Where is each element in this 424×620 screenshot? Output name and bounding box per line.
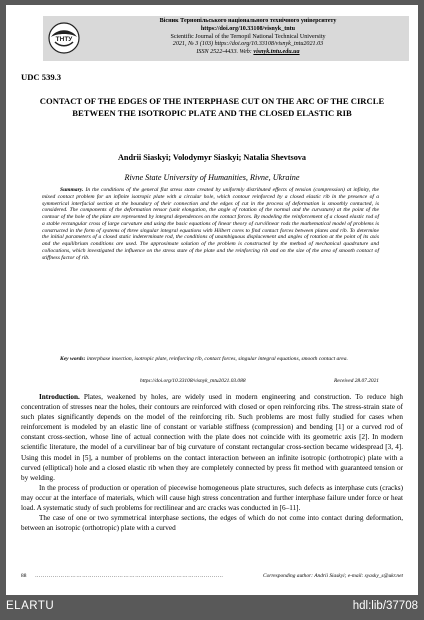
logo-text: ТНТУ <box>55 36 73 43</box>
keywords-label: Key words: <box>60 356 86 362</box>
journal-header <box>43 16 409 61</box>
abstract-text: In the conditions of the general flat stress state created by uniformly distributed effects of tension (compression) at infinity, the mixed contact problem for an infinite isotropic plate with a circular hole, which contour reinforced by a closed elastic rib in the presence of a symmetrical interfacial section at the boundary of their connection and the edges of cut in the process of deformation is smoothly contacted, is considered. The components of the deformation tensor (unit elongation, the angle of rotation of the normal and the curvature) at the point of the contour of the hole of the plate are represented by integral dependences on the contact forces. By modeling the reinforcement of a closed elastic rod of a stable rectangular cross of large curvature and using the basic equations of linear theory of curvilinear rods the mathematical model of problems is constructed in the form of systems of three singular integral equations with Hilbert cores to find contact forces between plates and rib. To determine the initial parameters of a closed static indeterminate rod, the conditions of unambiguous displacement and angles of rotation at the point of its axis and the equilibrium conditions are used. The approximate solution of the problem is constructed by the method of mechanical quadrature and collocations, which investigated the influence on the stress state of the plate and the reinforcing rib and on the size of the area of smooth contact of stiffness factor of rib. <box>42 187 380 261</box>
journal-doi-link[interactable]: https://doi.org/10.33108/visnyk_tntu <box>200 25 296 32</box>
received-date: Received 28.07.2021 <box>333 378 379 384</box>
article-page <box>6 5 418 595</box>
article-authors: Andrii Siaskyi; Volodymyr Siaskyi; Natalia Shevtsova <box>118 153 306 162</box>
repository-bar <box>0 596 424 620</box>
doi-row <box>42 378 379 386</box>
repository-handle[interactable]: hdl:lib/37708 <box>352 600 418 612</box>
journal-issue: 2021, № 3 (103) https://doi.org/10.33108/visnyk_tntu2021.03 <box>172 41 324 48</box>
journal-issn <box>93 49 403 57</box>
body-paragraph <box>21 483 403 513</box>
author-affiliation: Rivne State University of Humanities, Rivne, Ukraine <box>124 173 300 182</box>
paragraph-text: Plates, weakened by holes, are widely used in modern engineering and construction. To reduce high concentration of stresses near the holes, their contours are reinforced with closed or open reinforcing ribs. The stress-strain state of such plates significantly depends on the model of the reinforcing rib. Such problems are most fully studied for cases when reinforcement is modeled by an elastic line of constant or variable stiffness (compression) and bending [1] or a curved rod of constant cross-section, whose line of actual connection with the plate does not coincide with its geometric axis [2]. In modern scientific literature, the model of a curvilinear bar of big curvature of constant rectangular cross-section became widespread [3, 4]. Using this model in [5], a number of problems on the contact interaction between an infinite isotropic (orthotropic) plate with a curved (elliptical) hole and a closed elastic rib when they are completely connected by press fit method with guaranteed tension or by welding. <box>21 393 403 482</box>
page-footer <box>21 573 403 581</box>
paragraph-text: The case of one or two symmetrical interphase sections, the edges of which do not come into contact during deformation, between an isotropic (orthotropic) plate with a curved <box>21 514 403 533</box>
header-text <box>93 18 403 57</box>
footer-dots: …………………………………………………………………………………… <box>35 573 224 579</box>
article-title: CONTACT OF THE EDGES OF THE INTERPHASE CUT ON THE ARC OF THE CIRCLE BETWEEN THE ISOTROPIC PLATE AND THE CLOSED ELASTIC RIB <box>39 96 385 118</box>
journal-title-en: Scientific Journal of the Ternopil National Technical University <box>170 33 326 40</box>
corresponding-author-note: Corresponding author: Andrii Siaskyi; e-mail: syasky_s@ukr.net <box>262 573 403 579</box>
page-number: 88 <box>21 573 27 579</box>
abstract <box>42 187 379 261</box>
article-doi-link[interactable]: https://doi.org/10.33108/visnyk_tntu2021.03.088 <box>140 378 246 384</box>
repository-name: ELARTU <box>6 600 55 612</box>
body-paragraph <box>21 392 403 483</box>
paragraph-text: In the process of production or operation of piecewise homogeneous plate structures, such defects as interphase cuts (cracks) may occur at the interface of materials, which will cause high stress concentration and further interphase failure under force or heat load. A systematic study of such problems for rectilinear and arc cracks was conducted in [6–11]. <box>21 483 403 513</box>
section-label-introduction: Introduction. <box>39 393 80 401</box>
udc-code: UDC 539.3 <box>21 72 62 82</box>
article-body <box>21 392 403 533</box>
keywords <box>42 356 379 363</box>
journal-title-ua: Вісник Тернопільського національного технічного університету <box>159 18 337 24</box>
keywords-text: interphase insection, isotropic plate, reinforcing rib, contact forces, singular integral equations, smooth contact area. <box>86 356 348 362</box>
abstract-label: Summary. <box>60 187 84 193</box>
tntu-logo-icon <box>48 22 80 54</box>
body-paragraph <box>21 513 403 533</box>
issn-text: ISSN 2522-4433. Web: <box>196 49 252 56</box>
journal-web-link[interactable]: visnyk.tntu.edu.ua <box>253 49 300 56</box>
